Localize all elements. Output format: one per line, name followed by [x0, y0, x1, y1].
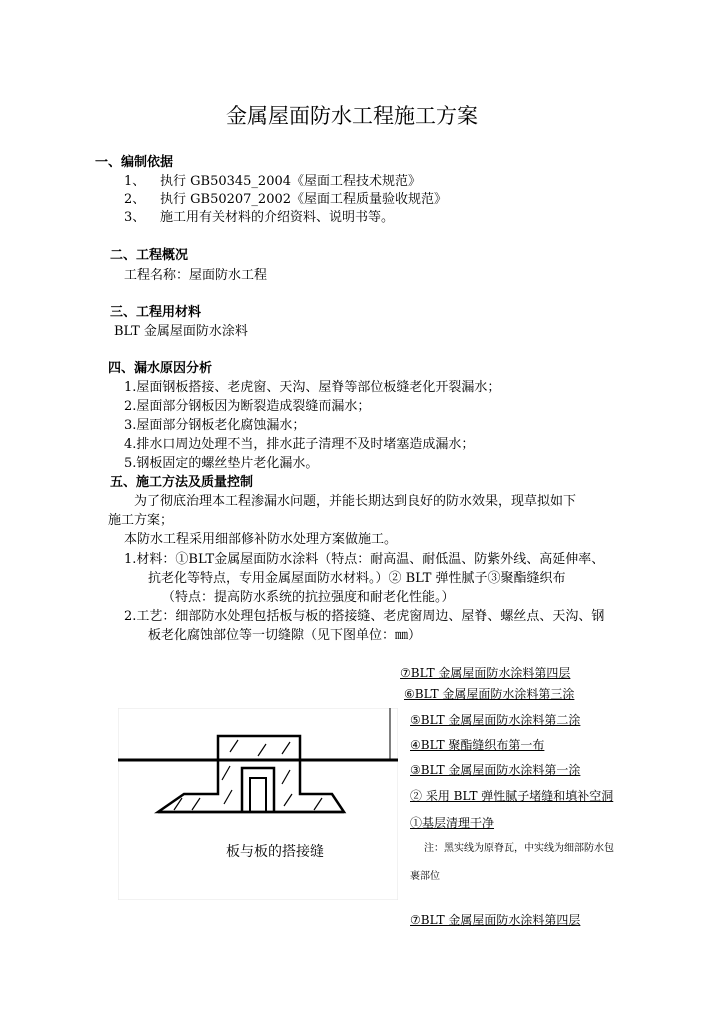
s5-process-line2: 板老化腐蚀部位等一切缝隙（见下图单位：㎜） [148, 628, 422, 643]
diagram-caption: 板与板的搭接缝 [226, 844, 324, 860]
s1-item-3-num: 3、 [124, 210, 146, 225]
page-title: 金属屋面防水工程施工方案 [226, 104, 478, 128]
lap-joint-diagram [118, 708, 398, 900]
note-line-2: 裹部位 [410, 871, 440, 882]
s5-para2: 本防水工程采用细部修补防水处理方案做施工。 [124, 532, 398, 547]
section-4-heading: 四、漏水原因分析 [108, 361, 213, 376]
s1-item-2-num: 2、 [124, 192, 146, 207]
legend-item-2: ② 采用 BLT 弹性腻子堵缝和填补空洞 [410, 789, 614, 803]
s4-item-2: 2.屋面部分钢板因为断裂造成裂缝而漏水； [124, 399, 371, 414]
section-1-heading: 一、编制依据 [95, 155, 174, 170]
s2-project-name: 工程名称：屋面防水工程 [124, 268, 268, 283]
s1-item-1-num: 1、 [124, 174, 146, 189]
s5-material-line2: 抗老化等特点，专用金属屋面防水材料。）② BLT 弹性腻子③聚酯缝织布 [148, 571, 566, 586]
note-line-1: 注：黑实线为原脊瓦，中实线为细部防水包 [424, 843, 614, 854]
s1-item-1-text: 执行 GB50345_2004《屋面工程技术规范》 [160, 174, 422, 189]
legend-item-3: ③BLT 金属屋面防水涂料第一涂 [410, 763, 581, 777]
section-3-heading: 三、工程用材料 [110, 305, 202, 320]
section-5-heading: 五、施工方法及质量控制 [110, 475, 254, 490]
trailing-legend-item: ⑦BLT 金属屋面防水涂料第四层 [410, 913, 581, 927]
legend-item-5: ⑤BLT 金属屋面防水涂料第二涂 [410, 713, 581, 727]
s5-process-line1: 2.工艺：细部防水处理包括板与板的搭接缝、老虎窗周边、屋脊、螺丝点、天沟、钢 [124, 609, 605, 624]
legend-item-7: ⑦BLT 金属屋面防水涂料第四层 [400, 666, 571, 680]
legend-item-1: ①基层清理干净 [410, 816, 495, 830]
s5-para1-line1: 为了彻底治理本工程渗漏水问题，并能长期达到良好的防水效果，现草拟如下 [134, 494, 577, 509]
legend-item-4: ④BLT 聚酯缝织布第一布 [410, 738, 545, 752]
s1-item-3-text: 施工用有关材料的介绍资料、说明书等。 [160, 210, 395, 225]
s5-material-line3: （特点：提高防水系统的抗拉强度和耐老化性能。） [162, 590, 455, 605]
s4-item-1: 1.屋面钢板搭接、老虎窗、天沟、屋脊等部位板缝老化开裂漏水； [124, 380, 501, 395]
s4-item-4: 4.排水口周边处理不当，排水茈子清理不及时堵塞造成漏水； [124, 437, 475, 452]
legend-item-6: ⑥BLT 金属屋面防水涂料第三涂 [404, 687, 575, 701]
s3-material: BLT 金属屋面防水涂料 [114, 324, 248, 339]
s4-item-3: 3.屋面部分钢板老化腐蚀漏水； [124, 418, 306, 433]
s1-item-2-text: 执行 GB50207_2002《屋面工程质量验收规范》 [160, 192, 448, 207]
s5-material-line1: 1.材料：①BLT金属屋面防水涂料（特点：耐高温、耐低温、防紫外线、高延伸率、 [124, 552, 605, 567]
s4-item-5: 5.钢板固定的螺丝垫片老化漏水。 [124, 456, 319, 471]
s5-para1-line2: 施工方案； [108, 513, 174, 528]
section-2-heading: 二、工程概况 [110, 248, 189, 263]
